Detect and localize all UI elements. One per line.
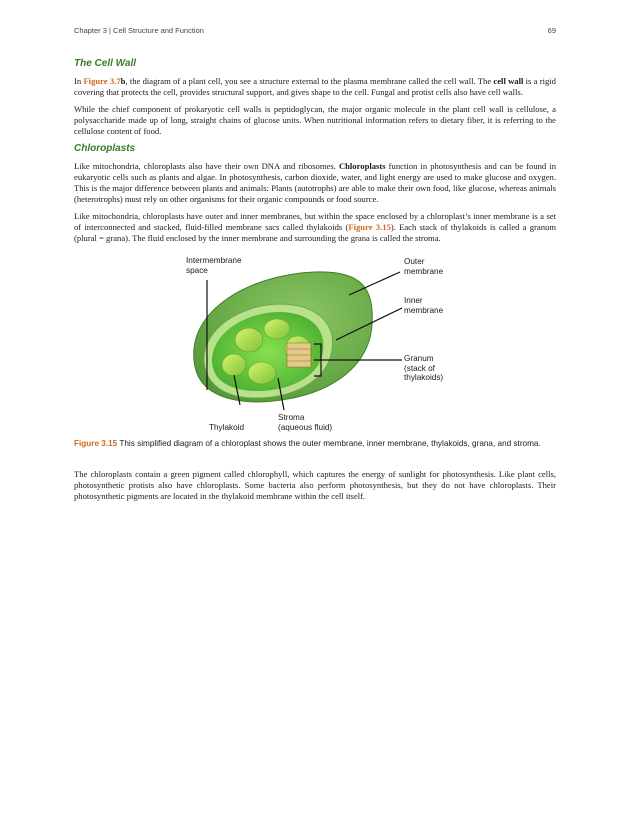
chloroplasts-paragraph-3: The chloroplasts contain a green pigment called chlorophyll, which captures the energy of sunlight for photosynthesis. Like plant cells, photosynthetic protists also have chloroplasts. Some bacteria also perform photosynthesis, but they do not have chloroplasts. Their photosynthetic pigments are located in the thylakoid membrane within the cell itself.	[74, 469, 556, 501]
chloroplasts-paragraph-2: Like mitochondria, chloroplasts have outer and inner membranes, but within the space enclosed by a chloroplast’s inner membrane is a set of interconnected and stacked, fluid-filled membrane sacs called thylakoids (Figure 3.15). Each stack of thylakoids is called a granum (plural = grana). The fluid enclosed by the inner membrane and surrounding the grana is called the stroma.	[74, 211, 556, 243]
figure-caption: Figure 3.15 This simplified diagram of a chloroplast shows the outer membrane, inner membrane, thylakoids, grana, and stroma.	[74, 439, 541, 448]
caption-figure-number: Figure 3.15	[74, 439, 118, 448]
cell-wall-heading: The Cell Wall	[74, 58, 137, 69]
label-inner-membrane: Inner membrane	[404, 296, 444, 315]
figure-3-7-link[interactable]: Figure 3.7	[83, 76, 121, 86]
label-intermembrane-space: Intermembrane space	[186, 256, 242, 275]
label-thylakoid: Thylakoid	[209, 423, 245, 432]
term-cell-wall: cell wall	[493, 76, 524, 86]
granum-stack	[248, 362, 276, 384]
chloroplasts-heading: Chloroplasts	[74, 143, 136, 154]
label-stroma: Stroma (aqueous fluid)	[278, 413, 333, 432]
label-granum: Granum (stack of thylakoids)	[404, 354, 444, 382]
page-header	[74, 26, 556, 38]
chloroplast-figure	[74, 250, 556, 435]
granum-stack	[222, 354, 246, 376]
cell-wall-paragraph-2: While the chief component of prokaryotic cell walls is peptidoglycan, the major organic molecule in the plant cell wall is cellulose, a polysaccharide made up of long, straight chains of glucose units. When nutritional information refers to dietary fiber, it is referring to the cellulose content of food.	[74, 104, 556, 136]
page-content	[74, 58, 556, 508]
figure-3-15-link[interactable]: Figure 3.15	[348, 222, 391, 232]
page-number: 69	[547, 26, 556, 35]
chloroplasts-paragraph-1: Like mitochondria, chloroplasts also have their own DNA and ribosomes. Chloroplasts function in photosynthesis and can be found in eukaryotic cells such as plants and algae. In photosynthesis, carbon dioxide, water, and light energy are used to make glucose and oxygen. This is the major difference between plants and animals: Plants (autotrophs) are able to make their own food, like glucose, whereas animals (heterotrophs) must rely on other organisms for their organic compounds or food source.	[74, 161, 557, 204]
granum-stack	[235, 328, 263, 352]
chloroplast-diagram	[74, 250, 556, 435]
label-outer-membrane: Outer membrane	[404, 257, 444, 276]
term-chloroplasts: Chloroplasts	[338, 161, 386, 171]
chapter-title: Chapter 3 | Cell Structure and Function	[74, 26, 204, 35]
granum-stack	[264, 319, 290, 339]
cell-wall-paragraph-1: In Figure 3.7b, the diagram of a plant cell, you see a structure external to the plasma membrane called the cell wall. The cell wall is a rigid covering that protects the cell, provides structural support, and gives shape to the cell. Fungal and protist cells also have cell walls.	[74, 76, 556, 97]
